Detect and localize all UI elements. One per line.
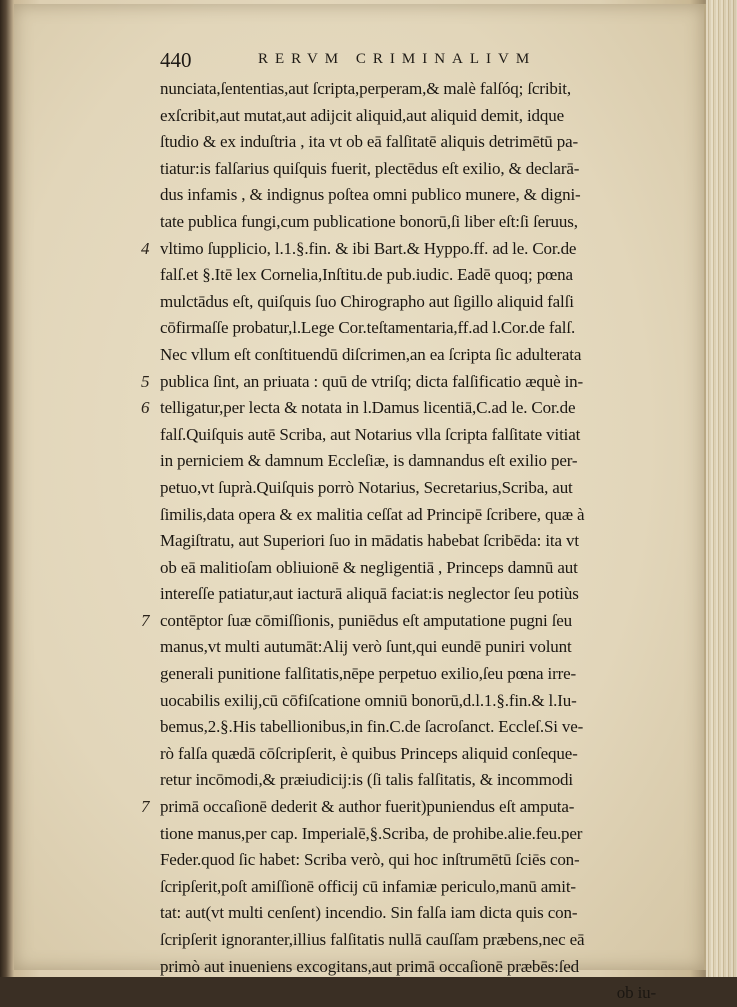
margin-note-number: 6 [141,398,150,418]
margin-note-number: 7 [141,797,150,817]
text-line: manus,vt multi autumāt:Alij verò ſunt,qui eundē puniri volunt [160,637,572,657]
text-line: cōfirmaſſe probatur,l.Lege Cor.teſtamentaria,ff.ad l.Cor.de falſ. [160,318,576,338]
text-line: Nec vllum eſt conſtituendū diſcrimen,an ea ſcripta ſic adulterata [160,344,582,364]
margin-note-number: 5 [141,371,150,391]
margin-note-number: 4 [141,238,150,258]
text-line: uocabilis exilij,cū cōfiſcatione omniū bonorū,d.l.1.§.fin.& l.Iu- [160,690,577,710]
text-line: contēptor ſuæ cōmiſſionis, puniēdus eſt amputatione pugni ſeu [160,610,573,630]
text-line: telligatur,per lecta & notata in l.Damus licentiā,C.ad le. Cor.de [160,398,576,418]
text-line: petuo,vt ſuprà.Quiſquis porrò Notarius, Secretarius,Scriba, aut [160,477,573,497]
body-text [160,76,660,1007]
text-line: dus infamis , & indignus poſtea omni publico munere, & digni- [160,185,581,205]
text-line: primā occaſionē dederit & author fuerit)puniendus eſt amputa- [160,797,575,817]
text-line: ſcripſerit,poſt amiſſionē officij cū infamiæ periculo,manū amit- [160,876,576,896]
text-line: in perniciem & damnum Eccleſiæ, is damnandus eſt exilio per- [160,451,578,471]
text-line: ob eā malitioſam obliuionē & negligentiā , Princeps damnū aut [160,557,578,577]
page-header [160,48,640,74]
text-line: rò falſa quædā cōſcripſerit, è quibus Princeps aliquid conſeque- [160,743,578,763]
page-edges [706,0,737,977]
text-line: exſcribit,aut mutat,aut adijcit aliquid,aut aliquid demit, idque [160,105,564,125]
text-line: tiatur:is falſarius quiſquis fuerit, plectēdus eſt exilio, & declarā- [160,158,580,178]
text-line: ſtudio & ex induſtria , ita vt ob eā falſitatē aliquis detrimētū pa- [160,132,578,152]
text-line: generali punitione falſitatis,nēpe perpetuo exilio,ſeu pœna irre- [160,664,577,684]
text-line: falſ.et §.Itē lex Cornelia,Inſtitu.de pub.iudic. Eadē quoq; pœna [160,265,573,285]
text-line: intereſſe patiatur,aut iacturā aliquā faciat:is neglector ſeu potiùs [160,584,579,604]
text-line: tione manus,per cap. Imperialē,§.Scriba, de prohibe.alie.feu.per [160,823,583,843]
text-line: bemus,2.§.His tabellionibus,in fin.C.de ſacroſanct. Eccleſ.Si ve- [160,717,584,737]
text-line: falſ.Quiſquis autē Scriba, aut Notarius vlla ſcripta falſitate vitiat [160,424,581,444]
running-head: RERVM CRIMINALIVM [258,51,537,67]
text-line: vltimo ſupplicio, l.1.§.fin. & ibi Bart.& Hyppo.ff. ad le. Cor.de [160,238,577,258]
text-line: tate publica fungi,cum publicatione bonorū,ſi liber eſt:ſi ſeruus, [160,211,578,231]
text-line: primò aut inueniens excogitans,aut primā occaſionē præbēs:ſed [160,956,580,976]
text-line: mulctādus eſt, quiſquis ſuo Chirographo aut ſigillo aliquid falſi [160,291,574,311]
page-number: 440 [160,48,192,72]
text-line: ſimilis,data opera & ex malitia ceſſat ad Principē ſcribere, quæ à [160,504,585,524]
text-line: ſcripſerit ignoranter,illius falſitatis nullā cauſſam præbens,nec eā [160,930,585,949]
text-line: Magiſtratu, aut Superiori ſuo in mādatis habebat ſcribēda: ita vt [160,531,579,551]
text-line: retur incōmodi,& præiudicij:is (ſi talis falſitatis, & incommodi [160,770,573,790]
text-line: Feder.quod ſic habet: Scriba verò, qui hoc inſtrumētū ſciēs con- [160,850,580,870]
catchword: ob iu- [616,983,656,1003]
text-line: nunciata,ſententias,aut ſcripta,perperam,& malè falſóq; ſcribit, [160,79,571,98]
text-line: tat: aut(vt multi cenſent) incendio. Sin falſa iam dicta quis con- [160,903,578,923]
text-line: publica ſint, an priuata : quū de vtriſq; dicta falſificatio æquè in- [160,371,584,391]
margin-note-number: 7 [141,611,150,630]
